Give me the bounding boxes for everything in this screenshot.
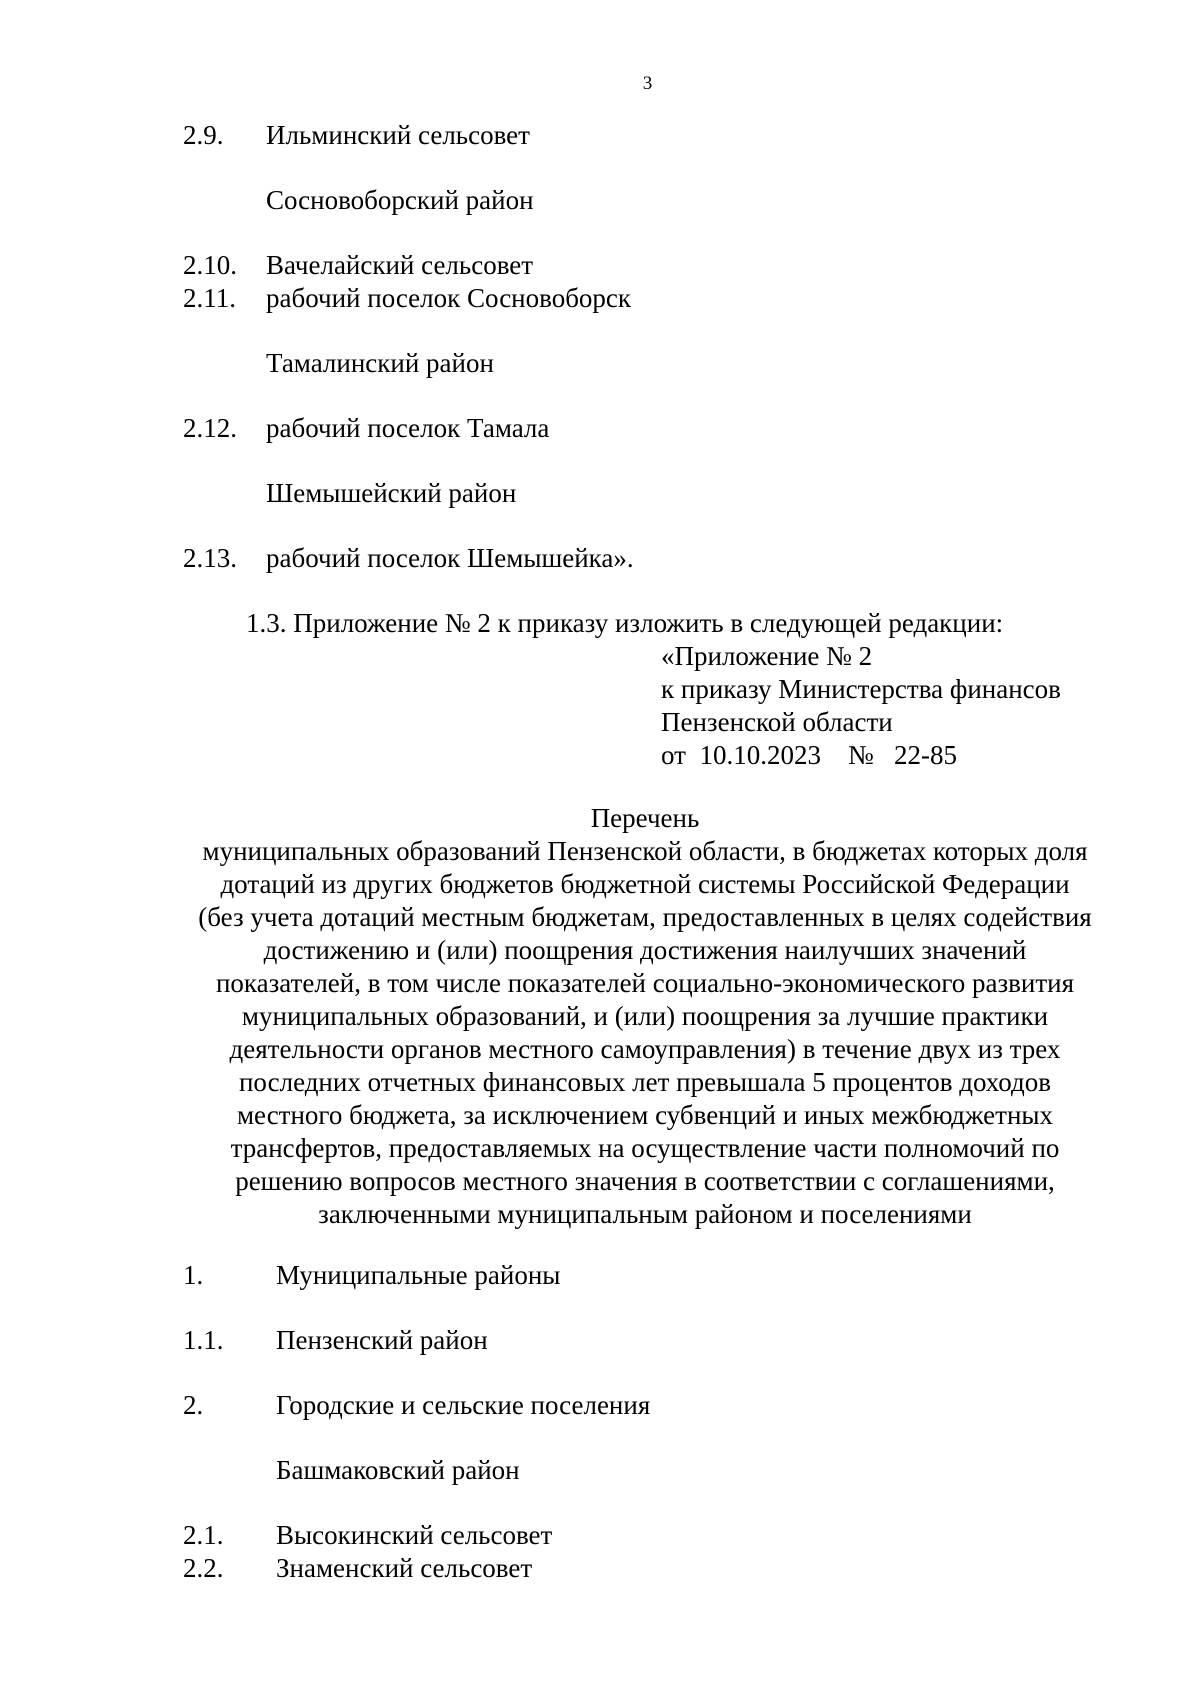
item-text: рабочий поселок Шемышейка». (266, 543, 634, 573)
district-heading: Башмаковский район (276, 1455, 520, 1485)
item-text: Высокинский сельсовет (276, 1520, 553, 1550)
item-text: Знаменский сельсовет (276, 1553, 533, 1583)
item-number: 1. (183, 1260, 204, 1290)
title-line: местного бюджета, за исключением субвенций и иных межбюджетных (236, 1100, 1054, 1130)
paragraph-1-3: 1.3. Приложение № 2 к приказу изложить в следующей редакции: (246, 608, 1004, 638)
item-number: 2.1. (183, 1520, 224, 1550)
item-number: 2. (183, 1390, 204, 1420)
item-text: Городские и сельские поселения (276, 1390, 651, 1420)
title-line: муниципальных образований, и (или) поощрения за лучшие практики (241, 1001, 1049, 1031)
item-text: Ильминский сельсовет (266, 120, 530, 150)
district-heading: Шемышейский район (266, 478, 517, 508)
title-line: решению вопросов местного значения в соответствии с соглашениями, (235, 1166, 1055, 1196)
appendix-header-line: Пензенской области (661, 707, 893, 737)
item-number: 2.2. (183, 1553, 224, 1583)
item-number: 2.12. (183, 413, 237, 443)
title-line: дотаций из других бюджетов бюджетной системы Российской Федерации (220, 869, 1070, 899)
item-text: Муниципальные районы (276, 1260, 561, 1290)
document-title (150, 802, 1140, 1231)
appendix-header-line: от 10.10.2023 № 22-85 (661, 740, 957, 770)
item-number: 2.10. (183, 250, 237, 280)
item-number: 2.11. (183, 283, 236, 313)
item-text: Пензенский район (276, 1325, 488, 1355)
title-line: трансфертов, предоставляемых на осуществление части полномочий по (230, 1133, 1060, 1163)
title-line: показателей, в том числе показателей социально-экономического развития (215, 968, 1075, 998)
title-line: деятельности органов местного самоуправления) в течение двух из трех (229, 1034, 1061, 1064)
district-heading: Тамалинский район (266, 348, 494, 378)
title-line: муниципальных образований Пензенской области, в бюджетах которых доля (202, 836, 1088, 866)
appendix-header-line: «Приложение № 2 (661, 641, 873, 671)
title-line: последних отчетных финансовых лет превышала 5 процентов доходов (238, 1067, 1051, 1097)
page-number: 3 (642, 73, 653, 94)
title-line: Перечень (590, 803, 700, 833)
title-line: (без учета дотаций местным бюджетам, предоставленных в целях содействия (198, 902, 1092, 932)
item-text: рабочий поселок Тамала (266, 413, 550, 443)
item-number: 1.1. (183, 1325, 224, 1355)
title-line: заключенными муниципальным районом и поселениями (318, 1199, 972, 1229)
title-line: достижению и (или) поощрения достижения наилучших значений (263, 935, 1027, 965)
item-number: 2.13. (183, 543, 237, 573)
appendix-header-line: к приказу Министерства финансов (661, 674, 1061, 704)
district-heading: Сосновоборский район (266, 185, 534, 215)
item-number: 2.9. (183, 120, 224, 150)
item-text: Вачелайский сельсовет (266, 250, 534, 280)
item-text: рабочий поселок Сосновоборск (266, 283, 632, 313)
